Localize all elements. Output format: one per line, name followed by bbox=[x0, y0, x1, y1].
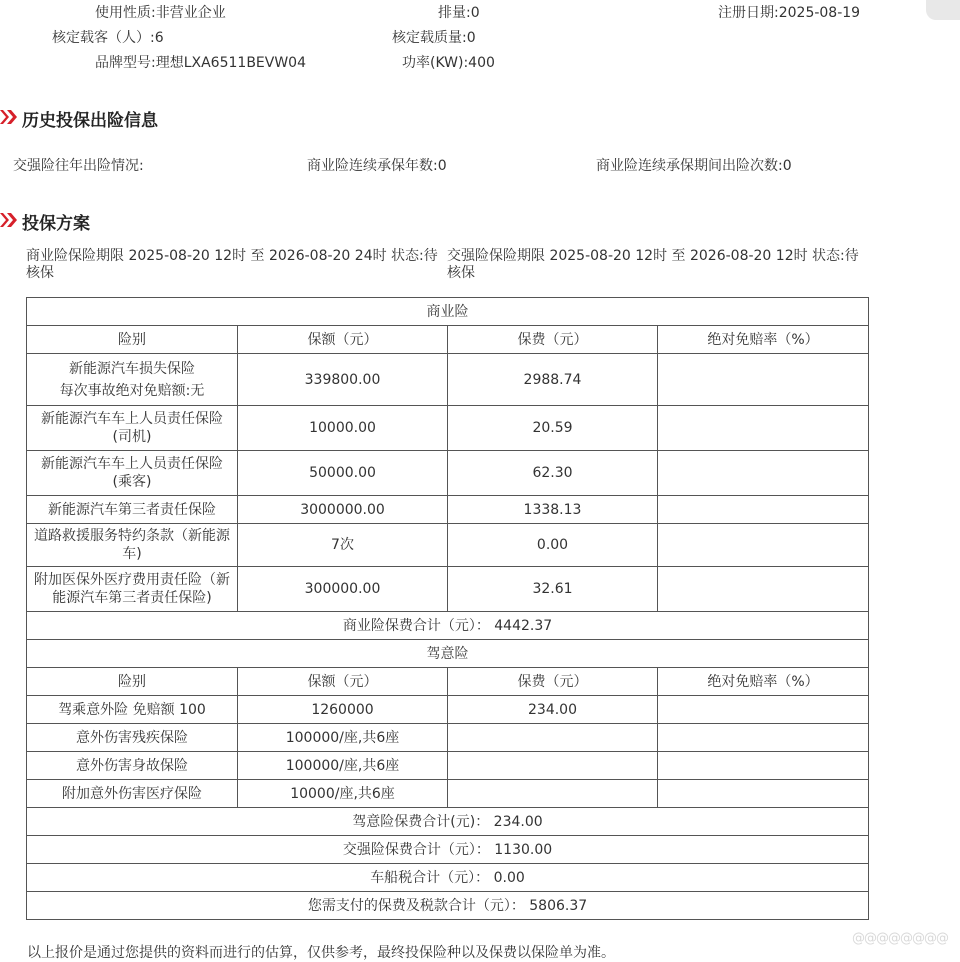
coverage-amount: 10000.00 bbox=[238, 406, 448, 451]
coverage-amount: 3000000.00 bbox=[238, 496, 448, 524]
table-row bbox=[27, 752, 869, 780]
coverage-deductible bbox=[658, 696, 869, 724]
coverage-deductible bbox=[658, 780, 869, 808]
history-section-title: 历史投保出险信息 bbox=[22, 111, 158, 131]
coverage-name-line1: 新能源汽车车上人员责任保险 bbox=[41, 411, 223, 427]
commercial-period: 商业险保险期限 2025-08-20 12时 至 2026-08-20 24时 状态:待核保 bbox=[26, 248, 438, 281]
coverage-name bbox=[27, 354, 238, 406]
coverage-deductible bbox=[658, 496, 869, 524]
coverage-name-line1: 新能源汽车损失保险 bbox=[69, 360, 195, 377]
vessel-tax-total: 车船税合计（元）： 0.00 bbox=[27, 864, 869, 892]
coverage-name: 意外伤害身故保险 bbox=[27, 752, 238, 780]
plan-section-title: 投保方案 bbox=[22, 214, 90, 234]
table-row bbox=[27, 354, 869, 406]
coverage-name-line2: (乘客) bbox=[112, 474, 152, 490]
coverage-name bbox=[27, 451, 238, 496]
section-chevron-icon bbox=[0, 108, 18, 126]
coverage-amount: 300000.00 bbox=[238, 567, 448, 612]
coverage-name bbox=[27, 406, 238, 451]
coverage-premium: 234.00 bbox=[448, 696, 658, 724]
coverage-amount: 10000/座,共6座 bbox=[238, 780, 448, 808]
coverage-premium: 62.30 bbox=[448, 451, 658, 496]
coverage-deductible bbox=[658, 451, 869, 496]
coverage-premium bbox=[448, 752, 658, 780]
coverage-name-line2: (司机) bbox=[112, 429, 152, 445]
table-row bbox=[27, 724, 869, 752]
header-coverage: 险别 bbox=[27, 326, 238, 354]
commercial-total: 商业险保费合计（元）： 4442.37 bbox=[27, 612, 869, 640]
accident-title: 驾意险 bbox=[27, 640, 869, 668]
coverage-deductible bbox=[658, 752, 869, 780]
header-deductible: 绝对免赔率（%） bbox=[658, 326, 869, 354]
coverage-name: 驾乘意外险 免赔额 100 bbox=[27, 696, 238, 724]
corner-button[interactable] bbox=[926, 0, 960, 20]
header-deductible: 绝对免赔率（%） bbox=[658, 668, 869, 696]
approved-passengers: 核定载客（人）:6 bbox=[52, 30, 164, 46]
coverage-amount: 100000/座,共6座 bbox=[238, 724, 448, 752]
coverage-name-line1: 新能源汽车车上人员责任保险 bbox=[41, 456, 223, 472]
coverage-premium: 0.00 bbox=[448, 524, 658, 567]
accident-header-row bbox=[27, 668, 869, 696]
coverage-amount: 1260000 bbox=[238, 696, 448, 724]
coverage-amount: 50000.00 bbox=[238, 451, 448, 496]
table-row bbox=[27, 496, 869, 524]
power: 功率(KW):400 bbox=[402, 55, 495, 71]
brand-model: 品牌型号:理想LXA6511BEVW04 bbox=[95, 55, 306, 71]
coverage-premium: 20.59 bbox=[448, 406, 658, 451]
commercial-header-row bbox=[27, 326, 869, 354]
grand-total: 您需支付的保费及税款合计（元）： 5806.37 bbox=[27, 892, 869, 920]
coverage-name: 新能源汽车第三者责任保险 bbox=[27, 496, 238, 524]
coverage-deductible bbox=[658, 567, 869, 612]
coverage-name-line1: 道路救援服务特约条款（新能源 bbox=[34, 528, 230, 544]
coverage-amount: 7次 bbox=[238, 524, 448, 567]
coverage-name bbox=[27, 524, 238, 567]
coverage-name-line1: 附加医保外医疗费用责任险（新 bbox=[34, 572, 230, 588]
commercial-title: 商业险 bbox=[27, 298, 869, 326]
header-amount: 保额（元） bbox=[238, 326, 448, 354]
coverage-premium: 2988.74 bbox=[448, 354, 658, 406]
coverage-name: 意外伤害残疾保险 bbox=[27, 724, 238, 752]
usage-type: 使用性质:非营业企业 bbox=[95, 5, 226, 21]
register-date: 注册日期:2025-08-19 bbox=[718, 5, 861, 21]
table-row bbox=[27, 780, 869, 808]
coverage-amount: 339800.00 bbox=[238, 354, 448, 406]
watermark: @@@@@@@@ bbox=[852, 931, 948, 946]
header-coverage: 险别 bbox=[27, 668, 238, 696]
compulsory-total: 交强险保费合计（元）： 1130.00 bbox=[27, 836, 869, 864]
table-row bbox=[27, 696, 869, 724]
table-row bbox=[27, 567, 869, 612]
coverage-premium bbox=[448, 724, 658, 752]
renewal-claims: 商业险连续承保期间出险次数:0 bbox=[596, 158, 792, 174]
header-amount: 保额（元） bbox=[238, 668, 448, 696]
coverage-amount: 100000/座,共6座 bbox=[238, 752, 448, 780]
displacement: 排量:0 bbox=[438, 5, 480, 21]
coverage-premium: 1338.13 bbox=[448, 496, 658, 524]
section-chevron-icon bbox=[0, 211, 18, 229]
compulsory-claims: 交强险往年出险情况: bbox=[13, 158, 144, 174]
compulsory-period: 交强险保险期限 2025-08-20 12时 至 2026-08-20 12时 状态:待核保 bbox=[447, 248, 859, 281]
header-premium: 保费（元） bbox=[448, 326, 658, 354]
renewal-years: 商业险连续承保年数:0 bbox=[307, 158, 447, 174]
quote-table bbox=[26, 297, 869, 920]
table-row bbox=[27, 451, 869, 496]
coverage-deductible bbox=[658, 524, 869, 567]
footer-note: 以上报价是通过您提供的资料而进行的估算，仅供参考，最终投保险种以及保费以保险单为准。 bbox=[27, 945, 615, 961]
approved-load: 核定载质量:0 bbox=[392, 30, 476, 46]
coverage-deductible bbox=[658, 354, 869, 406]
table-row bbox=[27, 524, 869, 567]
coverage-deductible bbox=[658, 724, 869, 752]
accident-total: 驾意险保费合计(元)： 234.00 bbox=[27, 808, 869, 836]
coverage-name-line2: 车) bbox=[122, 546, 142, 562]
coverage-name bbox=[27, 567, 238, 612]
coverage-premium bbox=[448, 780, 658, 808]
table-row bbox=[27, 406, 869, 451]
header-premium: 保费（元） bbox=[448, 668, 658, 696]
coverage-name: 附加意外伤害医疗保险 bbox=[27, 780, 238, 808]
coverage-name-line2: 每次事故绝对免赔额:无 bbox=[59, 382, 205, 399]
coverage-deductible bbox=[658, 406, 869, 451]
coverage-name-line2: 能源汽车第三者责任保险) bbox=[52, 590, 212, 606]
coverage-premium: 32.61 bbox=[448, 567, 658, 612]
